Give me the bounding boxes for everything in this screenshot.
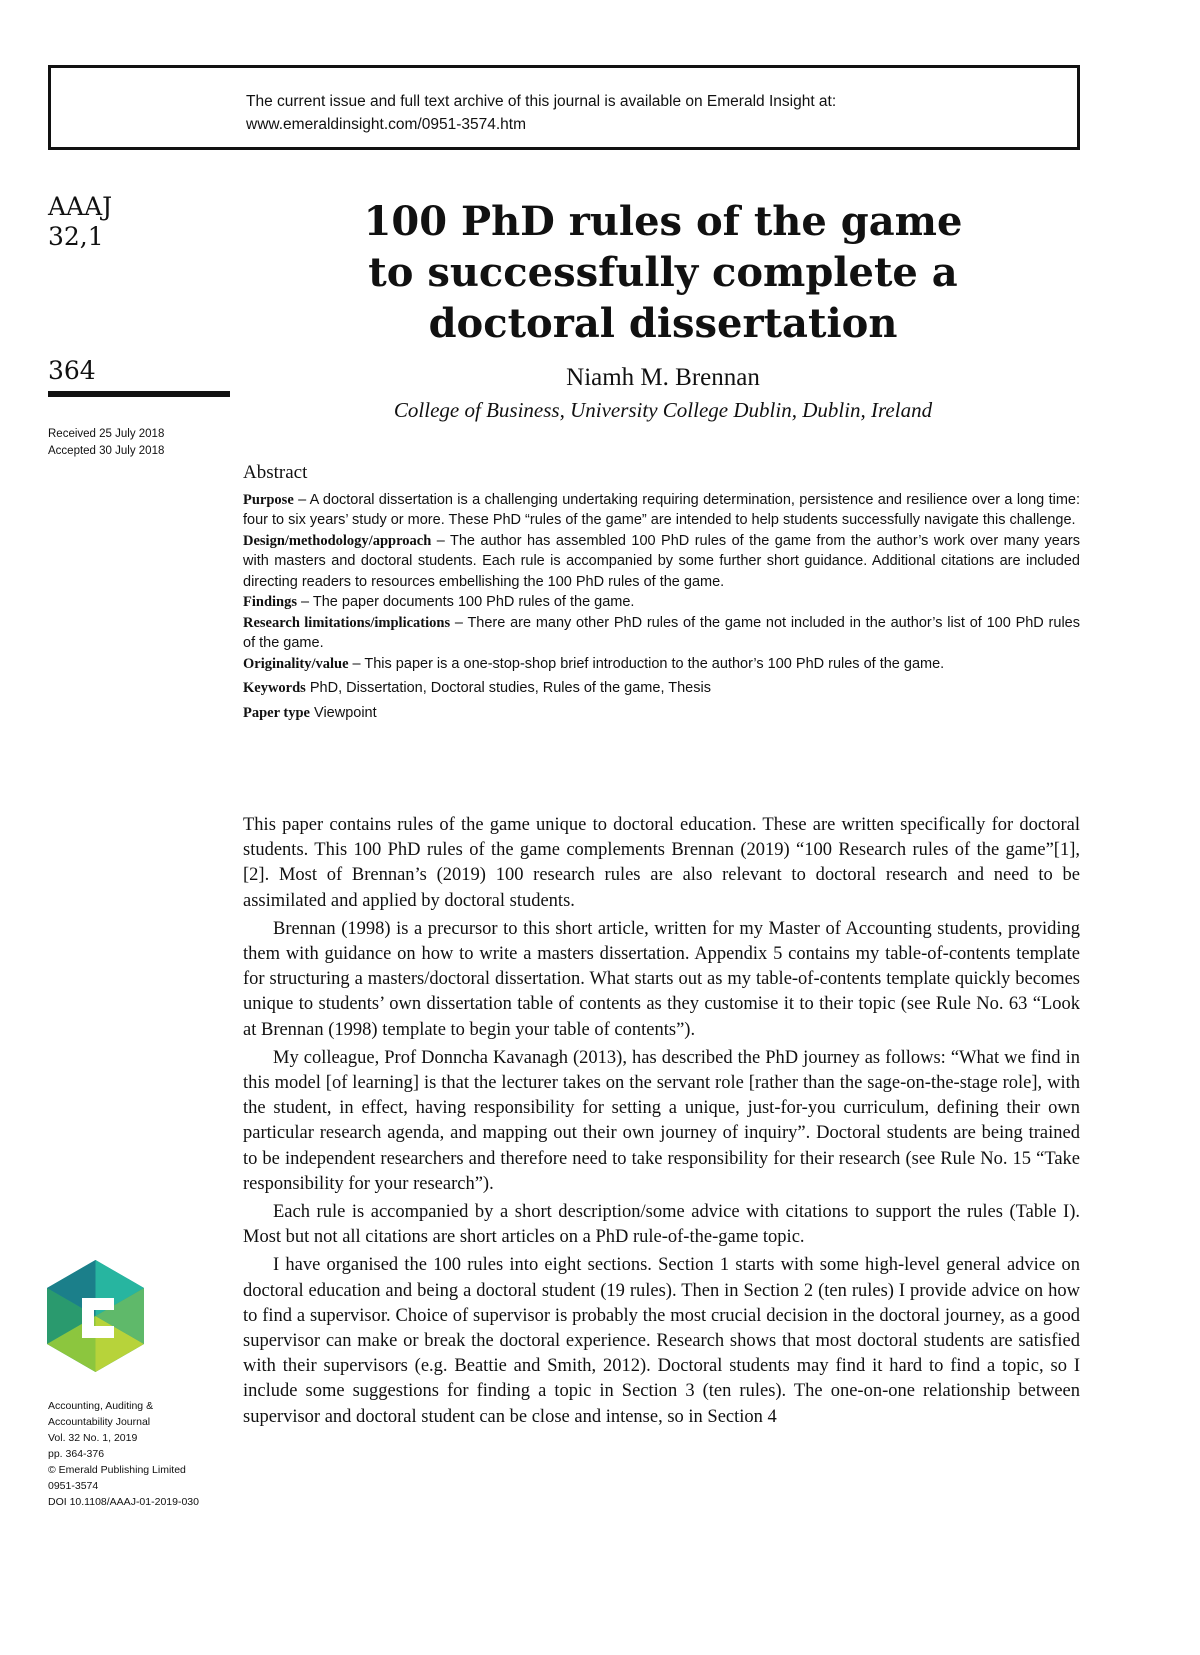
keywords-label: Keywords xyxy=(243,680,306,696)
citation-line: pp. 364-376 xyxy=(48,1448,105,1460)
abstract-limitations xyxy=(243,613,1080,654)
citation-line: © Emerald Publishing Limited xyxy=(48,1464,186,1476)
originality-label: Originality/value xyxy=(243,655,349,672)
body-paragraph: I have organised the 100 rules into eight sections. Section 1 starts with some high-level general advice on doctoral education and being a doctoral student (19 rules). Then in Section 2 (ten rules) I provide advice on how to find a supervisor. Choice of supervisor is probably the most crucial decision in the doctoral journey, as a good supervisor can make or break the doctoral experience. Research shows that most doctoral students are satisfied with their supervisors (e.g. Beattie and Smith, 2012). Doctoral students may find it hard to find a topic, so I include some suggestions for finding a topic in Section 3 (ten rules). The one-on-one relationship between supervisor and doctoral student can be close and intense, so in Section 4 xyxy=(243,1255,1080,1427)
findings-label: Findings xyxy=(243,594,297,610)
body-paragraph: My colleague, Prof Donncha Kavanagh (2013), has described the PhD journey as follows: “What we find in this model [of learning] is that the lecturer takes on the servant role [rather than the sage-on-the-stage role], with the student, in effect, having responsibility for setting a unique, just-for-you curriculum, defining their own particular research agenda, and mapping out their own journey of inquiry”. Doctoral students are being trained to be independent researchers and therefore need to take responsibility for their research (see Rule No. 15 “Take responsibility for your research”). xyxy=(243,1047,1080,1194)
received-dates xyxy=(48,426,164,460)
body-text xyxy=(243,813,1080,1430)
findings-text: – The paper documents 100 PhD rules of the game. xyxy=(297,594,635,610)
archive-notice-text: The current issue and full text archive of this journal is available on Emerald Insight at: xyxy=(246,93,837,110)
originality-text: – This paper is a one-stop-shop brief introduction to the author’s 100 PhD rules of the game. xyxy=(348,655,945,672)
archive-url-link[interactable]: www.emeraldinsight.com/0951-3574.htm xyxy=(246,116,526,133)
paper-type-text: Viewpoint xyxy=(310,704,377,721)
archive-notice-box xyxy=(48,65,1080,150)
journal-abbrev-block xyxy=(48,192,112,252)
citation-line: Vol. 32 No. 1, 2019 xyxy=(48,1432,138,1444)
citation-line: Accountability Journal xyxy=(48,1416,151,1428)
archive-notice xyxy=(246,90,836,136)
abstract-findings xyxy=(243,592,1080,613)
design-text: – The author has assembled 100 PhD rules of the game from the author’s work over many years with masters and doctoral students. Each rule is accompanied by some further short guidance. Additional citations are included directing readers to resources embellishing the 100 PhD rules of the game. xyxy=(243,532,1080,590)
sidebar-divider xyxy=(48,391,230,397)
journal-abbrev: AAAJ xyxy=(48,192,113,221)
abstract-originality xyxy=(243,654,1080,675)
paper-type-label: Paper type xyxy=(243,704,310,721)
journal-citation xyxy=(48,1398,238,1510)
title-line: to successfully complete a xyxy=(368,249,958,296)
title-line: doctoral dissertation xyxy=(428,300,898,347)
accepted-date: Accepted 30 July 2018 xyxy=(48,445,165,457)
abstract-section xyxy=(243,463,1080,723)
citation-line: Accounting, Auditing & xyxy=(48,1400,154,1412)
author-affiliation: College of Business, University College Dublin, Dublin, Ireland xyxy=(393,398,933,422)
limitations-text: – There are many other PhD rules of the game not included in the author’s list of 100 PhD rules of the game. xyxy=(243,614,1080,651)
purpose-text: – A doctoral dissertation is a challenging undertaking requiring determination, persistence and resilience over a long time: four to six years’ study or more. These PhD “rules of the game” are intended to help students successfully navigate this challenge. xyxy=(243,491,1080,528)
abstract-heading: Abstract xyxy=(243,462,308,483)
received-date: Received 25 July 2018 xyxy=(48,428,165,440)
design-label: Design/methodology/approach xyxy=(243,532,432,549)
doi-link[interactable]: DOI 10.1108/AAAJ-01-2019-030 xyxy=(48,1496,199,1508)
keywords-text: PhD, Dissertation, Doctoral studies, Rules of the game, Thesis xyxy=(305,680,711,696)
body-paragraph: Each rule is accompanied by a short description/some advice with citations to support the rules (Table I). Most but not all citations are short articles on a PhD rule-of-the-game topic. xyxy=(243,1202,1080,1248)
publisher-logo-icon xyxy=(44,1258,147,1374)
abstract-keywords xyxy=(243,678,1080,699)
citation-line: 0951-3574 xyxy=(48,1480,99,1492)
abstract-paper-type xyxy=(243,703,1080,724)
limitations-label: Research limitations/implications xyxy=(243,614,451,631)
abstract-design xyxy=(243,531,1080,593)
body-paragraph: Brennan (1998) is a precursor to this short article, written for my Master of Accounting students, providing them with guidance on how to write a masters dissertation. Appendix 5 contains my table-of-contents template for structuring a masters/doctoral dissertation. What starts out as my table-of-contents template quickly becomes unique to students’ own dissertation table of contents as they customise it to their topic (see Rule No. 63 “Look at Brennan (1998) template to begin your table of contents”). xyxy=(243,918,1080,1040)
title-line: 100 PhD rules of the game xyxy=(363,198,963,245)
author-name: Niamh M. Brennan xyxy=(566,364,760,391)
volume-issue: 32,1 xyxy=(48,222,104,251)
purpose-label: Purpose xyxy=(243,491,294,508)
abstract-purpose xyxy=(243,490,1080,531)
body-paragraph: This paper contains rules of the game unique to doctoral education. These are written specifically for doctoral students. This 100 PhD rules of the game complements Brennan (2019) “100 Research rules of the game”[1], [2]. Most of Brennan’s (2019) 100 research rules are also relevant to doctoral research and need to be assimilated and applied by doctoral students. xyxy=(243,815,1080,911)
page-number: 364 xyxy=(48,356,96,385)
paper-title xyxy=(243,196,1083,349)
